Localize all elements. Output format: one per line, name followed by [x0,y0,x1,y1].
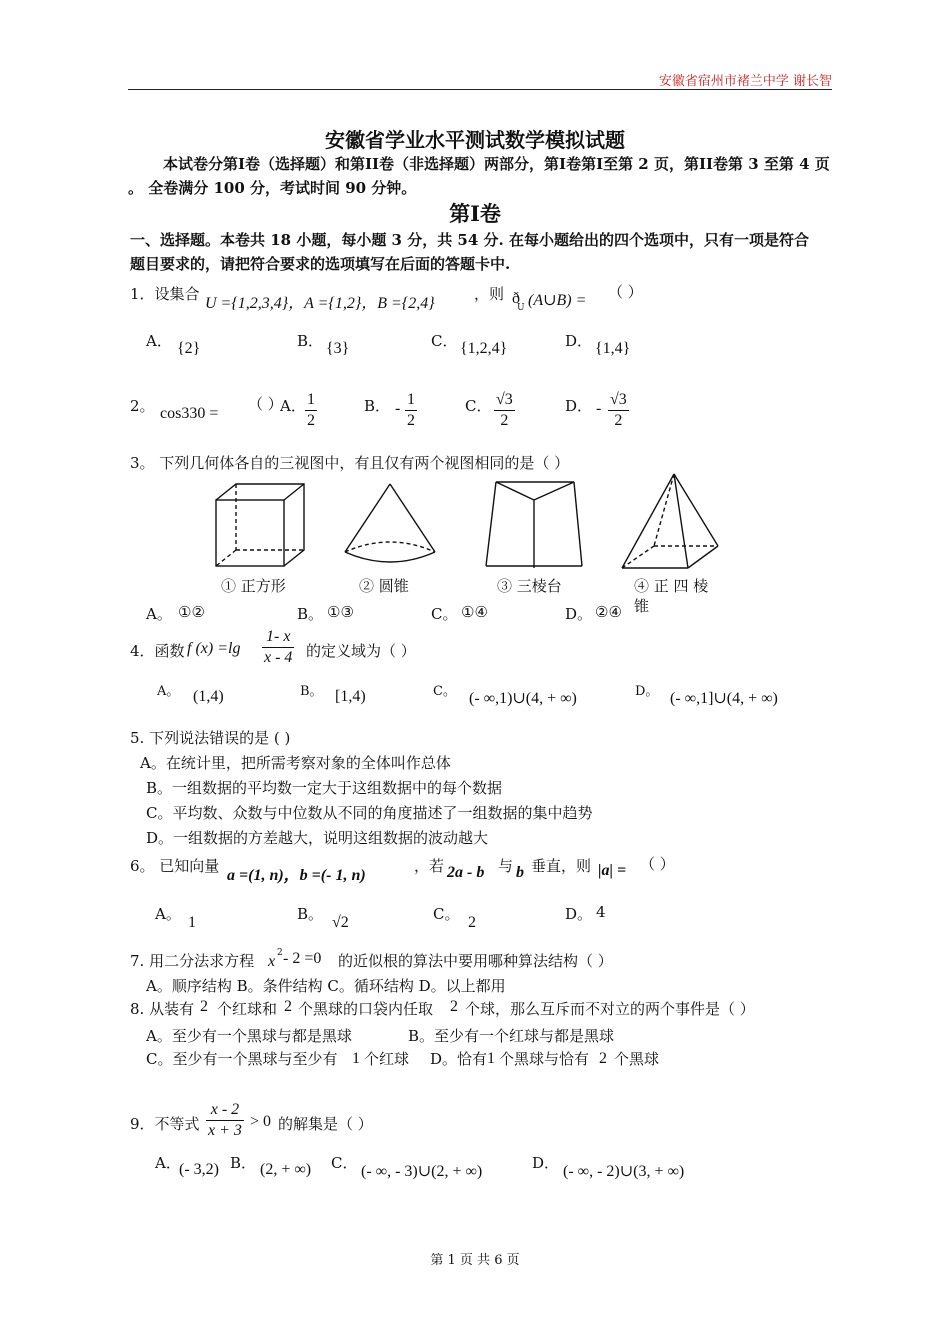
q2-option-c-label: C． [465,397,492,415]
q4-option-d-value: (- ∞,1]∪(4, + ∞) [670,690,778,707]
q2-answer-paren: （ ） [248,395,283,413]
q1-option-d-label: D． [565,332,593,350]
q3-caption-1: ① 正方形 [221,577,286,595]
q2-expression: cos330 = [160,405,219,422]
q4-option-b-label: B。 [300,684,323,699]
q8-stem-3: 个黑球的口袋内任取 [298,1000,434,1018]
pyramid-figure [618,470,722,574]
q7-equation-rest: - 2 =0 [283,950,322,967]
q6-magnitude: |a| = [598,862,627,879]
q4-option-a-label: A。 [157,684,180,699]
q6-option-a-label: A。 [155,905,181,923]
q8-count-red: 2 [200,998,208,1015]
q6-lead: 6。 已知向量 [130,857,220,875]
q6-answer-paren: （ ） [640,855,675,873]
q1-sets: U ={1,2,3,4}，A ={1,2}，B ={2,4} [205,295,435,312]
q1-complement-symbol: ð [512,290,520,307]
q2-option-b-label: B． [364,397,391,415]
q3-option-b-value: ①③ [327,603,354,621]
q6-option-c-label: C。 [433,905,460,923]
q6-option-d-label: D。 [565,905,593,923]
q9-option-b-value: (2, + ∞) [260,1161,312,1178]
q3-option-d-label: D。 [565,605,593,623]
q2-option-d-label: D． [565,397,593,415]
q8-option-d-count-2: 2 [599,1050,607,1067]
q4-option-c-value: (- ∞,1)∪(4, + ∞) [469,690,577,707]
q6-option-d-value: 4 [596,903,606,921]
q7-equation-x: x [268,953,276,970]
q7-options: A。顺序结构 B。条件结构 C。循环结构 D。以上都用 [146,977,506,995]
q4-option-a-value: (1,4) [193,688,224,705]
q8-option-c-2: 个红球 [364,1050,410,1068]
q8-stem-4: 个球，那么互斥而不对立的两个事件是（ ） [465,1000,755,1018]
q3-option-a-value: ①② [178,603,205,621]
q2-option-d-sign: - [596,400,602,417]
q3-stem: 3。 下列几何体各自的三视图中，有且仅有两个视图相同的是（ ） [130,454,570,472]
q9-option-b-label: B． [230,1154,257,1172]
q6-option-b-value: √2 [332,914,349,931]
q7-lead: 7. 用二分法求方程 [130,952,255,970]
q5-option-a: A。在统计里，把所需考察对象的全体叫作总体 [140,754,451,772]
q2-option-c-fraction: $\frac{√3}{2}$ [496,391,513,429]
q2-option-b-sign: - [395,400,401,417]
q1-answer-paren: （ ） [608,283,643,301]
instructions-line-2: 题目要求的，请把符合要求的选项填写在后面的答题卡中. [130,255,511,273]
q4-lead: 4．函数 [130,642,185,660]
paper-title: 安徽省学业水平测试数学模拟试题 [325,128,625,152]
q6-option-a-value: 1 [188,914,196,931]
q9-tail: 的解集是（ ） [278,1115,373,1133]
q1-option-d-value: {1,4} [595,340,631,357]
page-footer: 第 1 页 共 6 页 [430,1253,520,1268]
q9-option-d-label: D． [532,1154,560,1172]
q9-option-c-value: (- ∞, - 3)∪(2, + ∞) [361,1163,483,1180]
q1-expression: (A∪B) = [528,292,587,309]
q3-caption-3: ③ 三棱台 [497,577,562,595]
q2-option-b-fraction: $\frac{1}{2}$ [407,391,415,429]
q2-number: 2。 [130,397,155,415]
q4-option-b-value: [1,4) [335,688,366,705]
q5-option-b: B。一组数据的平均数一定大于这组数据中的每个数据 [146,779,503,797]
q6-option-b-label: B。 [297,905,324,923]
q2-option-a-fraction: $\frac{1}{2}$ [307,391,315,429]
q8-option-a: A。至少有一个黑球与都是黑球 [146,1027,352,1045]
q4-function: f (x) =lg [187,640,241,657]
q8-option-c-1: C。至少有一个黑球与至少有 [146,1050,338,1068]
q8-option-d-2: 个黑球与恰有 [499,1050,590,1068]
q9-option-c-label: C． [331,1154,358,1172]
q9-greater-than: > 0 [250,1113,272,1130]
q9-option-a-label: A． [155,1154,181,1172]
q8-count-draw: 2 [450,998,458,1015]
q3-caption-2: ② 圆锥 [359,577,409,595]
q3-option-d-value: ②④ [595,603,622,621]
q6-and: 与 [498,857,514,875]
q1-option-b-label: B． [297,332,324,350]
q3-option-a-label: A。 [146,605,172,623]
q8-option-d-1: D。恰有 [430,1050,488,1068]
q3-option-c-value: ①④ [461,603,488,621]
q8-count-black: 2 [284,998,292,1015]
section-title: 第Ⅰ卷 [449,201,501,226]
q6-option-c-value: 2 [468,914,476,931]
q1-option-c-value: {1,2,4} [460,340,508,357]
q4-option-c-label: C。 [433,684,456,699]
q3-option-b-label: B。 [297,605,324,623]
q1-option-a-value: {2} [177,340,201,357]
cone-figure [340,480,440,572]
q8-option-d-count-1: 1 [487,1050,495,1067]
q1-lead: 1．设集合 [130,285,200,303]
header-rule [128,89,832,90]
q7-tail: 的近似根的算法中要用哪种算法结构（ ） [338,952,613,970]
q6-vectors: a =(1, n)，b =(- 1, n) [227,867,366,884]
frustum-figure [484,478,584,572]
q3-option-c-label: C。 [431,605,458,623]
q3-caption-4: ④ 正 四 棱 [634,577,709,595]
q6-if: ，若 [414,857,445,875]
q9-option-d-value: (- ∞, - 2)∪(3, + ∞) [563,1163,685,1180]
q1-option-b-value: {3} [326,340,350,357]
intro-line-2: 。 全卷满分 100 分，考试时间 90 分钟。 [128,179,417,197]
q9-fraction: $\frac{x - 2}{x + 3}$ [208,1101,242,1139]
q8-stem-1: 8. 从装有 [130,1000,195,1018]
q7-equation-exponent: 2 [277,948,283,958]
q1-complement-sub: U [517,303,525,313]
q2-option-a-label: A． [280,397,306,415]
q9-option-a-value: (- 3,2) [179,1161,219,1178]
q5-option-c: C。平均数、众数与中位数从不同的角度描述了一组数据的集中趋势 [146,804,593,822]
cube-figure [210,480,310,572]
q4-option-d-label: D。 [635,684,659,699]
q1-option-c-label: C． [431,332,458,350]
intro-line-1: 本试卷分第I卷（选择题）和第II卷（非选择题）两部分，第I卷第I至第 2 页，第II卷第 3 至第 4 页 [163,155,830,173]
q8-option-b: B。至少有一个红球与都是黑球 [408,1027,615,1045]
q3-caption-4-cont: 锥 [634,597,650,615]
instructions-line-1: 一、选择题。本卷共 18 小题，每小题 3 分，共 54 分. 在每小题给出的四个选项中，只有一项是符合 [130,231,809,249]
q8-option-d-3: 个黑球 [614,1050,660,1068]
q4-fraction: $\frac{1- x}{x - 4}$ [264,628,293,666]
q9-lead: 9．不等式 [130,1115,200,1133]
q1-then: ，则 [474,285,505,303]
q8-option-c-count: 1 [352,1050,360,1067]
q8-stem-2: 个红球和 [217,1000,278,1018]
q5-option-d: D。一组数据的方差越大，说明这组数据的波动越大 [146,829,489,847]
q4-tail: 的定义域为（ ） [306,642,416,660]
q1-option-a-label: A． [146,332,172,350]
header-school: 安徽省宿州市褚兰中学 谢长智 [658,74,832,89]
q5-stem: 5. 下列说法错误的是 ( ) [130,729,291,747]
q6-condition: 2a - b [447,864,485,881]
q6-vector-b: b [516,864,524,881]
q2-option-d-fraction: $\frac{√3}{2}$ [610,391,627,429]
q6-perpendicular: 垂直，则 [531,857,592,875]
